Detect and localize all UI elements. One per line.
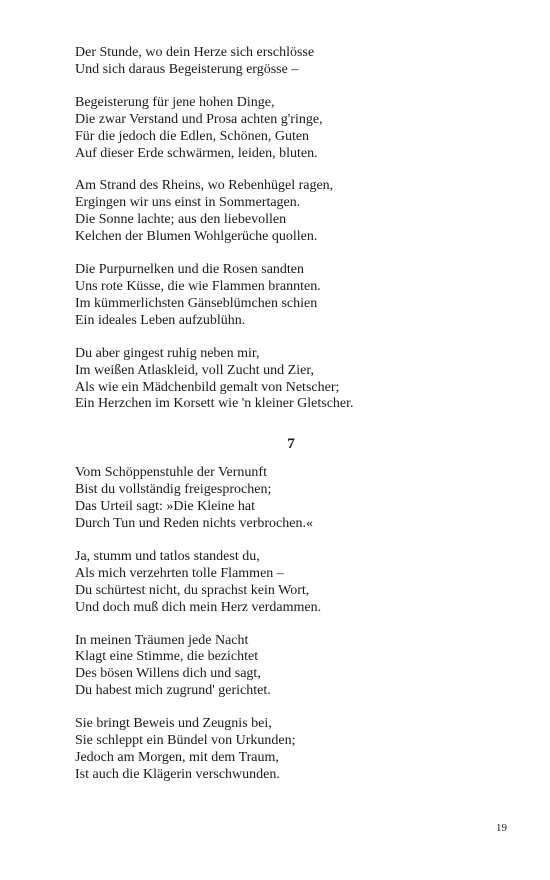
verse-line: Auf dieser Erde schwärmen, leiden, bluten.	[75, 145, 318, 161]
stanza	[75, 346, 495, 414]
verse-line: Am Strand des Rheins, wo Rebenhügel ragen,	[75, 178, 334, 194]
verse-line: Ein ideales Leben aufzublühn.	[75, 312, 246, 328]
stanza	[75, 633, 495, 701]
verse-line: Als mich verzehrten tolle Flammen –	[75, 565, 284, 581]
verse-line: Die zwar Verstand und Prosa achten g'ringe,	[75, 111, 323, 127]
stanza	[75, 716, 495, 784]
verse-line: Sie bringt Beweis und Zeugnis bei,	[75, 716, 272, 732]
verse-line: Ergingen wir uns einst in Sommertagen.	[75, 195, 301, 211]
page-number: 19	[496, 822, 507, 834]
verse-line: Das Urteil sagt: »Die Kleine hat	[75, 499, 256, 515]
section-number: 7	[287, 436, 295, 453]
verse-line: Jedoch am Morgen, mit dem Traum,	[75, 750, 279, 765]
page-body	[75, 45, 495, 800]
verse-line: Begeisterung für jene hohen Dinge,	[75, 94, 275, 110]
verse-line: Als wie ein Mädchenbild gemalt von Netscher;	[75, 379, 340, 395]
verse-line: Die Purpurnelken und die Rosen sandten	[75, 262, 305, 278]
stanza	[75, 45, 495, 79]
stanza	[75, 95, 495, 163]
verse-line: Bist du vollständig freigesprochen;	[75, 482, 272, 498]
verse-line: Uns rote Küsse, die wie Flammen brannten.	[75, 278, 321, 294]
verse-line: Die Sonne lachte; aus den liebevollen	[75, 212, 287, 228]
verse-line: Und sich daraus Begeisterung ergösse –	[75, 61, 299, 77]
poem-seven	[75, 465, 495, 784]
verse-line: Klagt eine Stimme, die bezichtet	[75, 649, 259, 665]
verse-line: Für die jedoch die Edlen, Schönen, Guten	[75, 128, 310, 144]
stanza	[75, 178, 495, 246]
verse-line: Du schürtest nicht, du sprachst kein Wort,	[75, 582, 310, 598]
verse-line: Du habest mich zugrund' gerichtet.	[75, 683, 271, 699]
verse-line: Durch Tun und Reden nichts verbrochen.«	[75, 516, 313, 532]
verse-line: Vom Schöppenstuhle der Vernunft	[75, 465, 267, 481]
verse-line: Ja, stumm und tatlos standest du,	[75, 548, 260, 564]
verse-line: Der Stunde, wo dein Herze sich erschlösse	[75, 45, 315, 60]
verse-line: Im weißen Atlaskleid, voll Zucht und Zier,	[75, 362, 314, 378]
stanza	[75, 549, 495, 617]
verse-line: Im kümmerlichsten Gänseblümchen schien	[75, 295, 318, 311]
verse-line: In meinen Träumen jede Nacht	[75, 632, 249, 648]
verse-line: Ein Herzchen im Korsett wie 'n kleiner Gletscher.	[75, 396, 354, 412]
verse-line: Du aber gingest ruhig neben mir,	[75, 345, 260, 361]
verse-line: Des bösen Willens dich und sagt,	[75, 666, 261, 682]
stanza	[75, 465, 495, 533]
stanza	[75, 262, 495, 330]
verse-line: Kelchen der Blumen Wohlgerüche quollen.	[75, 229, 318, 245]
verse-line: Sie schleppt ein Bündel von Urkunden;	[75, 733, 296, 749]
verse-line: Ist auch die Klägerin verschwunden.	[75, 766, 280, 782]
poem-continued	[75, 45, 495, 413]
verse-line: Und doch muß dich mein Herz verdammen.	[75, 599, 322, 615]
